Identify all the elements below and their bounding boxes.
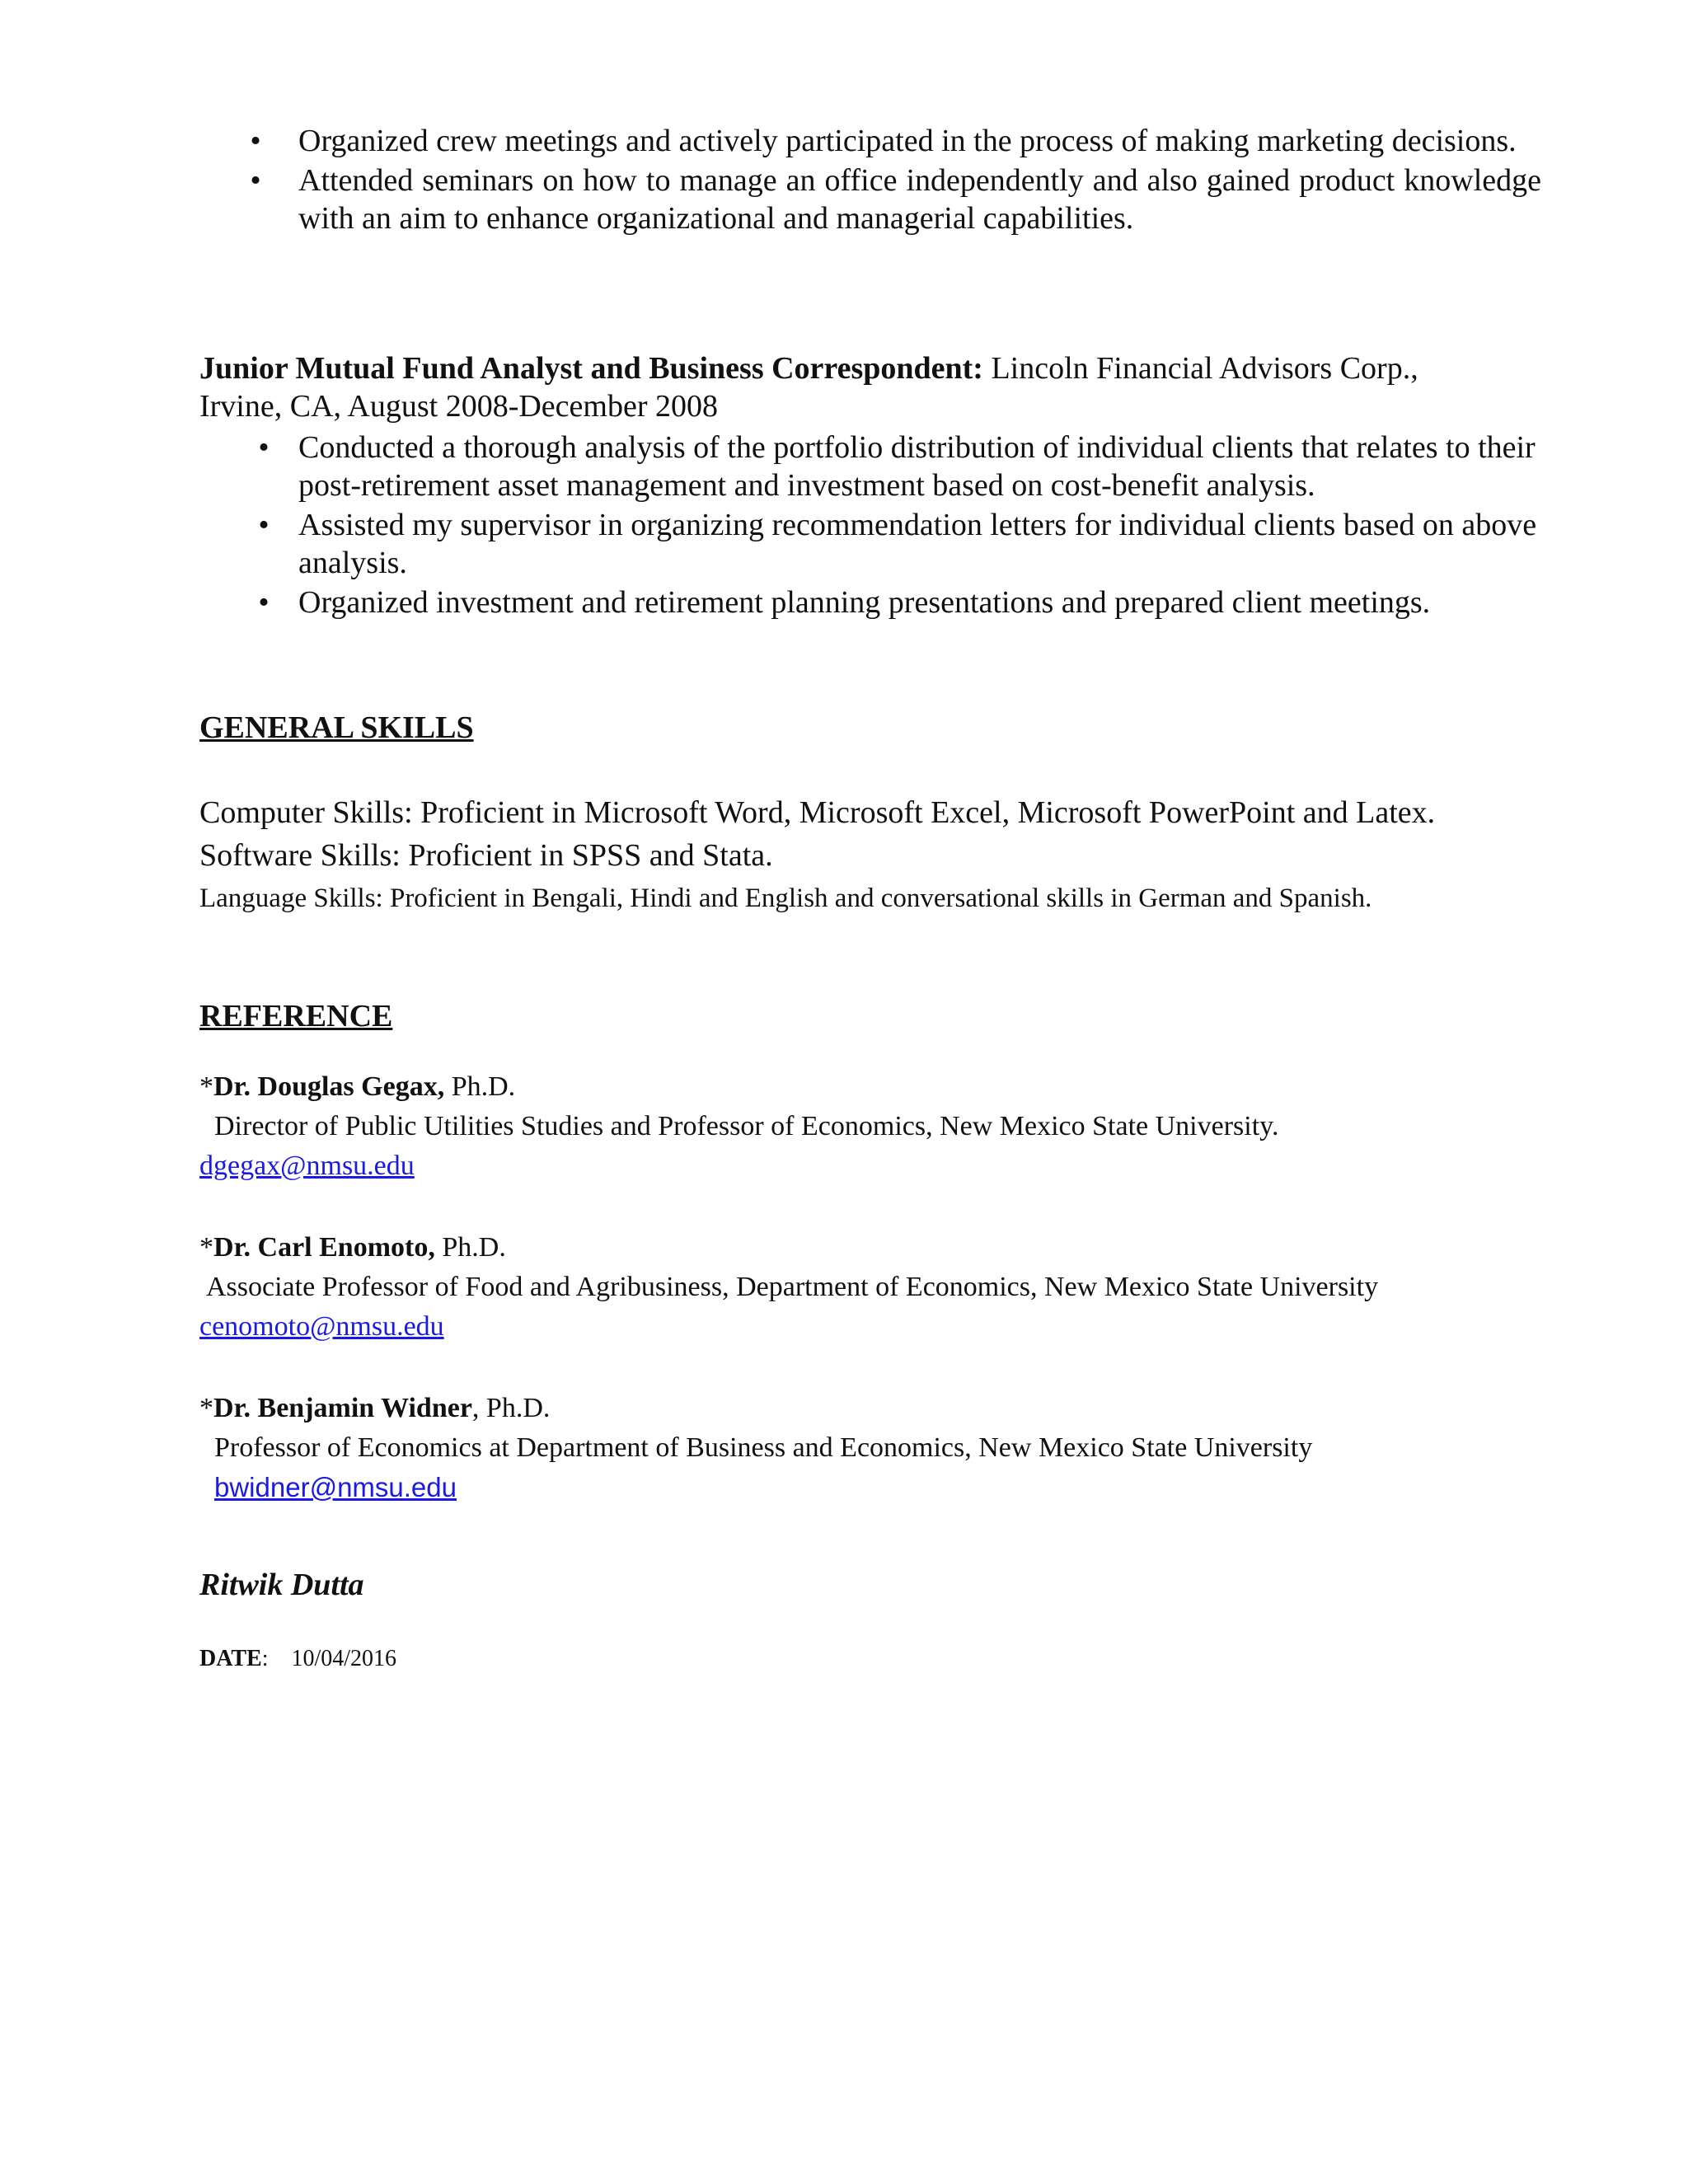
reference-name-line xyxy=(199,1228,1601,1268)
bullet-icon: • xyxy=(258,430,270,465)
reference-name-line xyxy=(199,1389,1601,1428)
reference-name: Dr. Carl Enomoto, xyxy=(213,1232,435,1263)
list-item xyxy=(247,122,1541,160)
computer-skills: Computer Skills: Proficient in Microsoft Word, Microsoft Excel, Microsoft PowerPoint and Latex. xyxy=(199,795,1436,830)
bullet-icon: • xyxy=(258,508,270,542)
date-label: DATE xyxy=(199,1646,262,1671)
skills-list xyxy=(199,791,1601,920)
job-location-dates: Irvine, CA, August 2008-December 2008 xyxy=(199,389,718,424)
reference-name-line xyxy=(199,1067,1601,1107)
bullet-text: Attended seminars on how to manage an office independently and also gained product knowledge with an aim to enhance organizational and managerial capabilities. xyxy=(298,163,1541,236)
signature-name: Ritwik Dutta xyxy=(199,1568,364,1602)
reference-prefix: * xyxy=(199,1071,213,1102)
job-employer: Lincoln Financial Advisors Corp., xyxy=(982,351,1418,386)
list-item xyxy=(247,162,1541,237)
reference-email-link[interactable]: cenomoto@nmsu.edu xyxy=(199,1311,444,1342)
reference-description: Director of Public Utilities Studies and Professor of Economics, New Mexico State University. xyxy=(214,1111,1279,1141)
reference-degree: , Ph.D. xyxy=(471,1393,551,1423)
reference-prefix: * xyxy=(199,1393,213,1423)
date-value: 10/04/2016 xyxy=(291,1646,397,1671)
bullet-text: Assisted my supervisor in organizing recommendation letters for individual clients based on above analysis. xyxy=(298,508,1537,580)
reference-name: Dr. Douglas Gegax, xyxy=(213,1071,445,1102)
reference-email-link[interactable]: bwidner@nmsu.edu xyxy=(214,1472,457,1502)
list-item xyxy=(256,583,1550,621)
job-bullets xyxy=(256,429,1550,623)
job-title: Junior Mutual Fund Analyst and Business Correspondent: xyxy=(199,351,983,386)
list-item xyxy=(256,429,1550,504)
date-separator: : xyxy=(261,1646,269,1671)
reference-item xyxy=(199,1389,1601,1508)
bullet-text: Organized crew meetings and actively participated in the process of making marketing decisions. xyxy=(298,124,1517,158)
general-skills-heading: GENERAL SKILLS xyxy=(199,710,474,745)
bullet-icon: • xyxy=(258,585,270,620)
reference-name: Dr. Benjamin Widner xyxy=(213,1393,472,1423)
bullet-text: Organized investment and retirement planning presentations and prepared client meetings. xyxy=(298,585,1431,620)
reference-item xyxy=(199,1228,1601,1347)
software-skills: Software Skills: Proficient in SPSS and Stata. xyxy=(199,838,773,873)
date-line xyxy=(199,1644,396,1674)
list-item xyxy=(256,506,1550,582)
reference-description: Professor of Economics at Department of Business and Economics, New Mexico State University xyxy=(214,1432,1313,1463)
bullet-icon: • xyxy=(250,124,261,158)
reference-description: Associate Professor of Food and Agribusiness, Department of Economics, New Mexico State University xyxy=(206,1272,1379,1302)
reference-prefix: * xyxy=(199,1232,213,1263)
reference-heading: REFERENCE xyxy=(199,999,393,1033)
reference-email-link[interactable]: dgegax@nmsu.edu xyxy=(199,1151,415,1181)
bullet-text: Conducted a thorough analysis of the portfolio distribution of individual clients that relates to their post-retirement asset management and investment based on cost-benefit analysis. xyxy=(298,430,1536,503)
language-skills: Language Skills: Proficient in Bengali, Hindi and English and conversational skills in German and Spanish. xyxy=(199,883,1372,913)
previous-job-bullets xyxy=(247,122,1541,239)
job-heading xyxy=(199,349,1551,425)
reference-degree: Ph.D. xyxy=(434,1232,506,1263)
reference-item xyxy=(199,1067,1601,1186)
bullet-icon: • xyxy=(250,163,261,198)
reference-degree: Ph.D. xyxy=(444,1071,516,1102)
